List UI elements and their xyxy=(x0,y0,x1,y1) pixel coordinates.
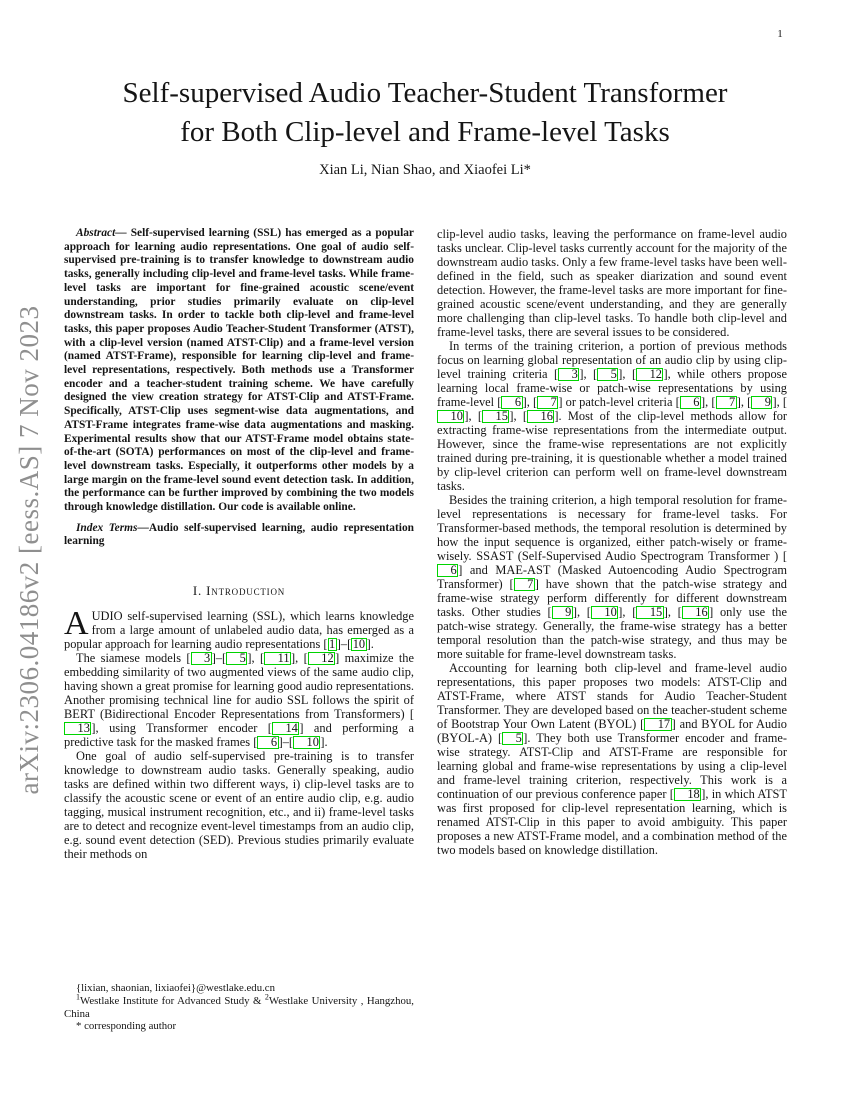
citation-link[interactable]: 12 xyxy=(308,652,335,665)
citation-link[interactable]: 9 xyxy=(751,396,772,409)
right-column xyxy=(437,227,787,857)
citation-link[interactable]: 10 xyxy=(352,637,366,652)
index-terms-text: Audio self-supervised learning, audio representation learning xyxy=(64,521,414,548)
footnote-email: {lixian, shaonian, lixiaofei}@westlake.edu.cn xyxy=(76,982,275,994)
intro-paragraph-1-text: UDIO self-supervised learning (SSL), which learns knowledge from a large amount of unlabeled audio data, has emerged as a popular approach for learning audio representations [ 1 ]–[ 10 ]. xyxy=(64,609,414,652)
citation-link[interactable]: 7 xyxy=(716,396,737,409)
citation-link[interactable]: 6 xyxy=(501,396,522,409)
author-footnote xyxy=(64,982,414,1033)
citation-link[interactable]: 5 xyxy=(226,652,247,665)
footnote-sup-2: 2 xyxy=(264,992,269,1002)
citation-link[interactable]: 14 xyxy=(272,722,299,735)
citation-link[interactable]: 16 xyxy=(682,606,709,619)
citation-link[interactable]: 10 xyxy=(591,606,618,619)
abstract-label: Abstract— xyxy=(76,227,127,239)
citation-link[interactable]: 6 xyxy=(257,736,278,749)
citation-link[interactable]: 15 xyxy=(482,410,509,423)
citation-link[interactable]: 3 xyxy=(558,368,579,381)
citation-link[interactable]: 15 xyxy=(636,606,663,619)
abstract-paragraph xyxy=(64,227,414,515)
index-terms-label: Index Terms— xyxy=(76,521,149,534)
intro-paragraph-3: One goal of audio self-supervised pre-training is to transfer knowledge to downstream audio tasks. Generally speaking, audio tasks are defined within two different ways, i) clip-level tasks are to classify the acoustic scene or event of an entire audio clip, e.g. audio tagging, musical instrument recognition, etc., and ii) frame-level tasks are to detect and recognize event-level timestamps from an audio clip, e.g. sound event detection (SED). Previous studies primarily evaluate their methods on xyxy=(64,749,414,862)
authors-line: Xian Li, Nian Shao, and Xiaofei Li* xyxy=(319,162,531,178)
footnote-sup-1: 1 xyxy=(76,992,80,1002)
left-column xyxy=(64,227,414,861)
citation-link[interactable]: 12 xyxy=(636,368,663,381)
citation-link[interactable]: 7 xyxy=(537,396,558,409)
section-heading-introduction: I. Introduction xyxy=(192,583,286,599)
citation-link[interactable]: 6 xyxy=(680,396,701,409)
citation-link[interactable]: 16 xyxy=(527,410,554,423)
right-paragraph-3: Besides the training criterion, a high temporal resolution for frame-level representations is necessary for frame-level tasks. For Transformer-based methods, the temporal resolution is determined by how the input sequence is organized, either patch-wisely or frame-wisely. SSAST (Self-Supervised Audio Spectrogram Transformer ) [6 ] and MAE-AST (Masked Autoencoding Audio Spectrogram Transformer) [ 7 ] have shown that the patch-wise strategy and frame-wise strategy perform differently for different downstream tasks. Other studies [ 9 ], [ 10 ], [ 15 ], [ 16 ] only use the patch-wise strategy. Generally, the frame-wise strategy has a better temporal resolution than the patch-wise strategy, and thus may be more suitable for frame-level downstream tasks. xyxy=(437,493,787,661)
citation-link[interactable]: 6 xyxy=(437,564,458,577)
abstract-text: Self-supervised learning (SSL) has emerged as a popular approach for learning audio representations. One goal of audio self-supervised pre-training is to transfer knowledge to downstream audio tasks, generally including clip-level and frame-level tasks. While frame-level tasks are important for fine-grained acoustic scene/event understanding, prior studies primarily evaluate on clip-level downstream tasks. In order to tackle both clip-level and frame-level tasks, this paper proposes Audio Teacher-Student Transformer (ATST), with a clip-level version (named ATST-Clip) and a frame-level version (named ATST-Frame), responsible for learning clip-level and frame-level representations, respectively. Both methods use a Transformer encoder and a teacher-student training scheme. We have carefully designed the view creation strategy for ATST-Clip and ATST-Frame. Specifically, ATST-Clip uses segment-wise data augmentations, and ATST-Frame integrates frame-wise data augmentations and masking. Experimental results show that our ATST-Frame model obtains state-of-the-art (SOTA) performances on most of the clip-level and frame-level downstream tasks. Especially, it outperforms other models by a large margin on the frame-level sound event detection task. In addition, the performance can be further improved by combining the two models through knowledge distillation. Our code is available online. xyxy=(64,227,414,514)
intro-paragraph-2: The siamese models [ 3 ]–[ 5 ], [ 11 ], [ 12 ] maximize the embedding similarity of two augmented views of the same audio clip, having shown a great promise for learning good audio representations. Another promising technical line for audio SSL follows the spirit of BERT (Bidirectional Encoder Representations from Transformers) [13 ], using Transformer encoder [ 14 ] and performing a predictive task for the masked frames [ 6 ]–[ 10 ]. xyxy=(64,651,414,750)
citation-link[interactable]: 7 xyxy=(514,578,535,591)
citation-link[interactable]: 5 xyxy=(502,732,523,745)
right-paragraph-1: clip-level audio tasks, leaving the performance on frame-level audio tasks unclear. Clip-level tasks currently account for the majority of the downstream audio tasks. Only a few frame-level tasks have been well-defined in the field, such as speaker diarization and sound event detection. However, the frame-level tasks are more important for fine-grained acoustic scene/event understanding, and they are generally more challenging than clip-level tasks. To handle both clip-level and frame-level tasks, there are several issues to be considered. xyxy=(437,227,787,339)
index-terms-paragraph xyxy=(64,522,414,549)
citation-link[interactable]: 1 xyxy=(329,637,336,652)
citation-link[interactable]: 17 xyxy=(644,718,671,731)
right-paragraph-4: Accounting for learning both clip-level and frame-level audio representations, this paper proposes two models: ATST-Clip and ATST-Frame, where ATST stands for Audio Teacher-Student Transformer. They are developed based on the teacher-student scheme of Bootstrap Your Own Latent (BYOL) [ 17 ] and BYOL for Audio (BYOL-A) [ 5 ]. They both use Transformer encoder and frame-wise strategy. ATST-Clip and ATST-Frame are responsible for learning global and frame-wise representations by using a clip-level and frame-level training criterion, respectively. This work is a continuation of our previous conference paper [ 18 ], in which ATST was first proposed for clip-level representation learning, which is renamed ATST-Clip in this paper to avoid ambiguity. This paper proposes a new ATST-Frame model, and a combination method of the two models based on knowledge distillation. xyxy=(437,661,788,857)
footnote-affil-part2: Westlake University , Hangzhou, China xyxy=(64,994,414,1020)
citation-link[interactable]: 9 xyxy=(552,606,573,619)
page-number: 1 xyxy=(777,28,783,40)
citation-link[interactable]: 10 xyxy=(437,410,464,423)
citation-link[interactable]: 10 xyxy=(293,736,320,749)
paper-title xyxy=(40,74,810,152)
intro-paragraph-1 xyxy=(64,605,414,652)
right-paragraph-2: In terms of the training criterion, a portion of previous methods focus on learning global representation of an audio clip by using clip-level training criteria [ 3 ], [ 5 ], [ 12 ], while others propose learning local frame-wise or patch-wise representations by using frame-level [ 6 ], [ 7 ] or patch-level criteria [ 6 ], [ 7 ], [ 9 ], [10 ], [ 15 ], [ 16 ]. Most of the clip-level methods allow for extracting frame-wise representations from the intermediate output. However, since the frame-wise representations are not explicitly trained during pre-training, it is questionable whether a model trained by clip-level criterion can perform well on frame-level downstream tasks. xyxy=(437,339,788,493)
citation-link[interactable]: 5 xyxy=(597,368,618,381)
footnote-affiliation xyxy=(64,992,414,1021)
paper-title-line2: for Both Clip-level and Frame-level Tasks xyxy=(180,116,670,148)
dropcap-letter: A xyxy=(64,605,89,643)
citation-link[interactable]: 18 xyxy=(674,788,701,801)
citation-link[interactable]: 11 xyxy=(264,652,291,665)
paper-title-line1: Self-supervised Audio Teacher-Student Transformer xyxy=(122,77,728,109)
footnote-corresponding: * corresponding author xyxy=(76,1020,177,1033)
footnote-affil-part1: Westlake Institute for Advanced Study & xyxy=(80,994,265,1007)
citation-link[interactable]: 3 xyxy=(191,652,212,665)
arxiv-watermark: arXiv:2306.04186v2 [eess.AS] 7 Nov 2023 xyxy=(14,305,44,795)
citation-link[interactable]: 13 xyxy=(64,722,91,735)
